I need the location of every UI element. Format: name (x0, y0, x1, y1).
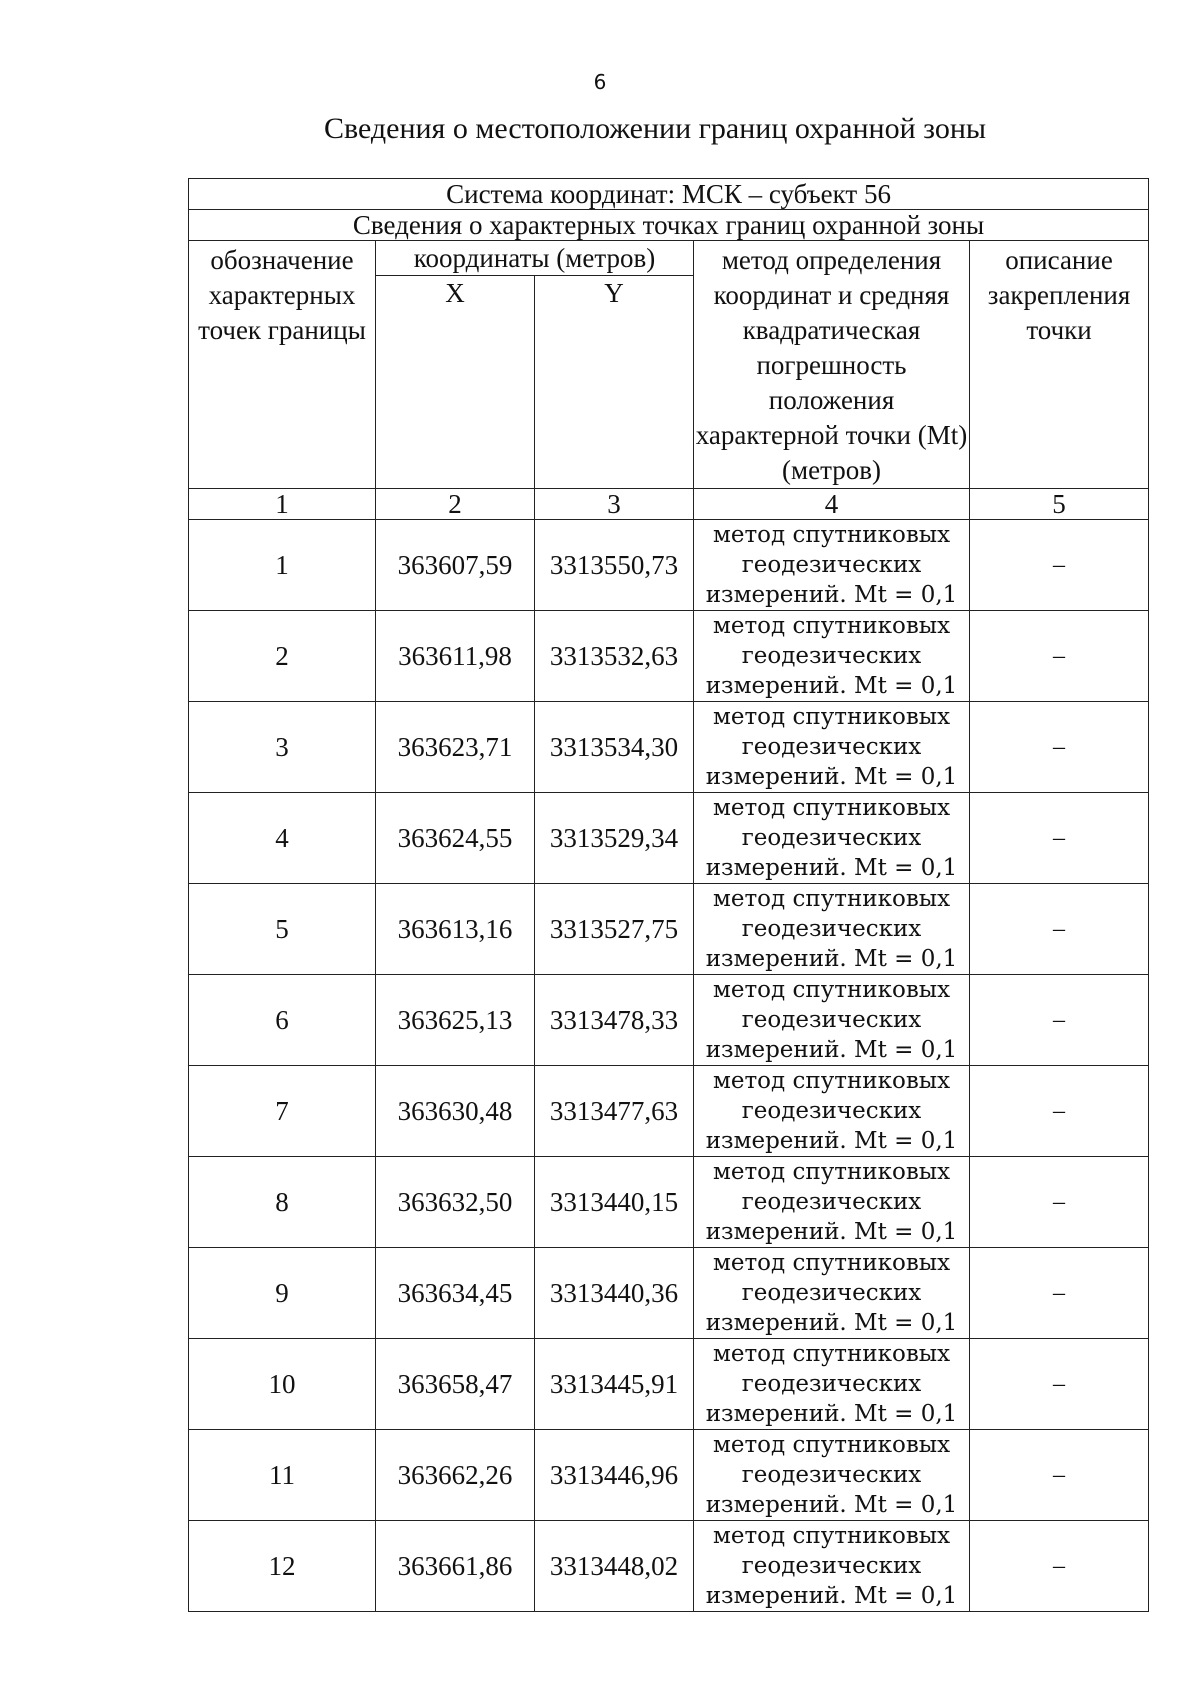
method-cell: метод спутниковых геодезических измерений. Mt = 0,1 (694, 520, 970, 611)
x-coordinate-cell: 363607,59 (376, 520, 535, 611)
description-cell: – (970, 520, 1149, 611)
table-row (189, 702, 1149, 793)
description-cell: – (970, 1248, 1149, 1339)
y-coordinate-cell: 3313550,73 (535, 520, 694, 611)
y-coordinate-cell: 3313440,15 (535, 1157, 694, 1248)
header-coords: координаты (метров) (376, 241, 694, 276)
point-cell: 10 (189, 1339, 376, 1430)
section-title-row (189, 210, 1149, 241)
y-coordinate-cell: 3313534,30 (535, 702, 694, 793)
y-coordinate-cell: 3313478,33 (535, 975, 694, 1066)
point-cell: 9 (189, 1248, 376, 1339)
method-cell: метод спутниковых геодезических измерений. Mt = 0,1 (694, 611, 970, 702)
description-cell: – (970, 1339, 1149, 1430)
method-cell: метод спутниковых геодезических измерений. Mt = 0,1 (694, 1248, 970, 1339)
coord-system-row (189, 179, 1149, 210)
x-coordinate-cell: 363623,71 (376, 702, 535, 793)
method-cell: метод спутниковых геодезических измерений. Mt = 0,1 (694, 975, 970, 1066)
description-cell: – (970, 793, 1149, 884)
x-coordinate-cell: 363632,50 (376, 1157, 535, 1248)
method-cell: метод спутниковых геодезических измерений. Mt = 0,1 (694, 1339, 970, 1430)
table-row (189, 1066, 1149, 1157)
point-cell: 11 (189, 1430, 376, 1521)
boundary-points-table (188, 178, 1149, 1612)
y-coordinate-cell: 3313477,63 (535, 1066, 694, 1157)
table-row (189, 793, 1149, 884)
description-cell: – (970, 1066, 1149, 1157)
y-coordinate-cell: 3313527,75 (535, 884, 694, 975)
point-cell: 6 (189, 975, 376, 1066)
x-coordinate-cell: 363630,48 (376, 1066, 535, 1157)
table-row (189, 520, 1149, 611)
method-cell: метод спутниковых геодезических измерений. Mt = 0,1 (694, 702, 970, 793)
column-number: 3 (535, 489, 694, 520)
x-coordinate-cell: 363611,98 (376, 611, 535, 702)
header-method: метод определения координат и средняя квадратическая погрешность положения характерной точки (Mt) (метров) (694, 241, 970, 489)
y-coordinate-cell: 3313440,36 (535, 1248, 694, 1339)
x-coordinate-cell: 363634,45 (376, 1248, 535, 1339)
description-cell: – (970, 884, 1149, 975)
description-cell: – (970, 702, 1149, 793)
column-number: 1 (189, 489, 376, 520)
y-coordinate-cell: 3313448,02 (535, 1521, 694, 1612)
table-row (189, 611, 1149, 702)
column-number: 4 (694, 489, 970, 520)
y-coordinate-cell: 3313529,34 (535, 793, 694, 884)
description-cell: – (970, 1521, 1149, 1612)
table-row (189, 1157, 1149, 1248)
page-number: 6 (593, 70, 607, 94)
header-row (189, 241, 1149, 276)
description-cell: – (970, 1430, 1149, 1521)
header-point: обозначение характерных точек границы (189, 241, 376, 489)
description-cell: – (970, 611, 1149, 702)
header-y: Y (535, 276, 694, 489)
column-numbers-row (189, 489, 1149, 520)
point-cell: 12 (189, 1521, 376, 1612)
x-coordinate-cell: 363625,13 (376, 975, 535, 1066)
point-cell: 5 (189, 884, 376, 975)
column-number: 2 (376, 489, 535, 520)
y-coordinate-cell: 3313446,96 (535, 1430, 694, 1521)
method-cell: метод спутниковых геодезических измерений. Mt = 0,1 (694, 884, 970, 975)
table-row (189, 1248, 1149, 1339)
point-cell: 7 (189, 1066, 376, 1157)
method-cell: метод спутниковых геодезических измерений. Mt = 0,1 (694, 1430, 970, 1521)
x-coordinate-cell: 363662,26 (376, 1430, 535, 1521)
table-row (189, 1430, 1149, 1521)
table-row (189, 1339, 1149, 1430)
header-x: X (376, 276, 535, 489)
coord-system-cell: Система координат: МСК – субъект 56 (189, 179, 1149, 210)
description-cell: – (970, 975, 1149, 1066)
method-cell: метод спутниковых геодезических измерений. Mt = 0,1 (694, 1521, 970, 1612)
method-cell: метод спутниковых геодезических измерений. Mt = 0,1 (694, 793, 970, 884)
table-row (189, 884, 1149, 975)
section-title-cell: Сведения о характерных точках границ охранной зоны (189, 210, 1149, 241)
table-row (189, 1521, 1149, 1612)
point-cell: 4 (189, 793, 376, 884)
x-coordinate-cell: 363624,55 (376, 793, 535, 884)
table-row (189, 975, 1149, 1066)
x-coordinate-cell: 363661,86 (376, 1521, 535, 1612)
column-number: 5 (970, 489, 1149, 520)
x-coordinate-cell: 363658,47 (376, 1339, 535, 1430)
point-cell: 1 (189, 520, 376, 611)
header-description: описание закрепления точки (970, 241, 1149, 489)
point-cell: 3 (189, 702, 376, 793)
document-title: Сведения о местоположении границ охранной зоны (323, 112, 987, 145)
description-cell: – (970, 1157, 1149, 1248)
method-cell: метод спутниковых геодезических измерений. Mt = 0,1 (694, 1066, 970, 1157)
point-cell: 2 (189, 611, 376, 702)
y-coordinate-cell: 3313445,91 (535, 1339, 694, 1430)
y-coordinate-cell: 3313532,63 (535, 611, 694, 702)
method-cell: метод спутниковых геодезических измерений. Mt = 0,1 (694, 1157, 970, 1248)
point-cell: 8 (189, 1157, 376, 1248)
x-coordinate-cell: 363613,16 (376, 884, 535, 975)
